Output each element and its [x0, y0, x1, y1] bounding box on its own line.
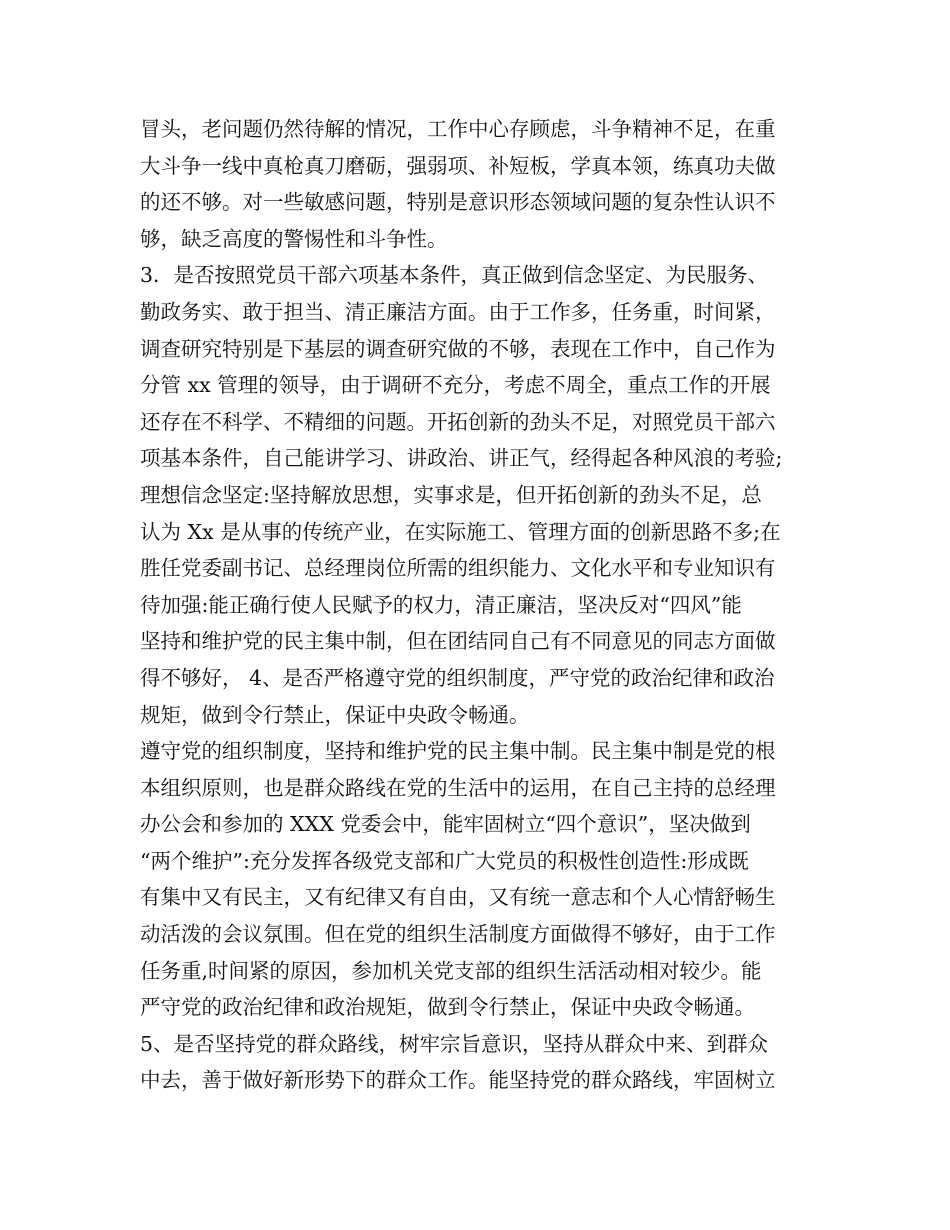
text-line: 严守党的政治纪律和政治规矩，做到令行禁止，保证中央政令畅通。: [140, 995, 755, 1020]
text-line: 认为 Xx 是从事的传统产业，在实际施工、管理方面的创新思路不多;在: [140, 519, 781, 544]
document-body: [140, 111, 820, 1099]
text-line: 冒头，老问题仍然待解的情况，工作中心存顾虑，斗争精神不足，在重: [140, 117, 776, 141]
text-line: 遵守党的组织制度，坚持和维护党的民主集中制。民主集中制是党的根: [140, 739, 776, 764]
text-line: 分管 xx 管理的领导，由于调研不充分，考虑不周全，重点工作的开展: [140, 373, 771, 398]
text-line: 胜任党委副书记、总经理岗位所需的组织能力、文化水平和专业知识有: [140, 556, 776, 581]
text-line: 够，缺乏高度的警惕性和斗争性。: [140, 226, 448, 251]
text-line: 得不够好， 4、是否严格遵守党的组织制度，严守党的政治纪律和政治: [140, 665, 775, 690]
text-line: “两个维护”:充分发挥各级党支部和广大党员的积极性创造性:形成既: [140, 848, 749, 873]
text-line: 本组织原则，也是群众路线在党的生活中的运用，在自己主持的总经理: [140, 775, 776, 800]
text-line: 项基本条件，自己能讲学习、讲政治、讲正气，经得起各种风浪的考验;: [140, 446, 783, 471]
text-line: 坚持和维护党的民主集中制，但在团结同自己有不同意见的同志方面做: [140, 629, 776, 654]
text-line: 待加强:能正确行使人民赋予的权力，清正廉洁，坚决反对“四风”能: [140, 592, 742, 617]
text-line: 中去，善于做好新形势下的群众工作。能坚持党的群众路线，牢固树立: [140, 1068, 776, 1093]
text-line: 调查研究特别是下基层的调查研究做的不够，表现在工作中，自己作为: [140, 336, 776, 361]
text-line: 大斗争一线中真枪真刀磨砺，强弱项、补短板，学真本领，练真功夫做: [140, 153, 776, 178]
text-line: 勤政务实、敢于担当、清正廉洁方面。由于工作多，任务重，时间紧，: [140, 299, 776, 324]
text-line: 办公会和参加的 XXX 党委会中，能牢固树立“四个意识”，坚决做到: [140, 812, 751, 837]
text-line: 的还不够。对一些敏感问题，特别是意识形态领域问题的复杂性认识不: [140, 190, 776, 215]
text-line: 动活泼的会议氛围。但在党的组织生活制度方面做得不够好，由于工作: [140, 922, 776, 947]
text-line: 3．是否按照党员干部六项基本条件，真正做到信念坚定、为民服务、: [140, 263, 769, 288]
text-line: 任务重,时间紧的原因，参加机关党支部的组织生活活动相对较少。能: [140, 958, 762, 983]
text-line: 规矩，做到令行禁止，保证中央政令畅通。: [140, 702, 530, 727]
text-line: 还存在不科学、不精细的问题。开拓创新的劲头不足，对照党员干部六: [140, 409, 776, 434]
text-line: 有集中又有民主，又有纪律又有自由，又有统一意志和个人心情舒畅生: [140, 885, 776, 910]
text-line: 5、是否坚持党的群众路线，树牢宗旨意识，坚持从群众中来、到群众: [140, 1031, 769, 1056]
text-line: 理想信念坚定:坚持解放思想，实事求是，但开拓创新的劲头不足，总: [140, 482, 762, 507]
